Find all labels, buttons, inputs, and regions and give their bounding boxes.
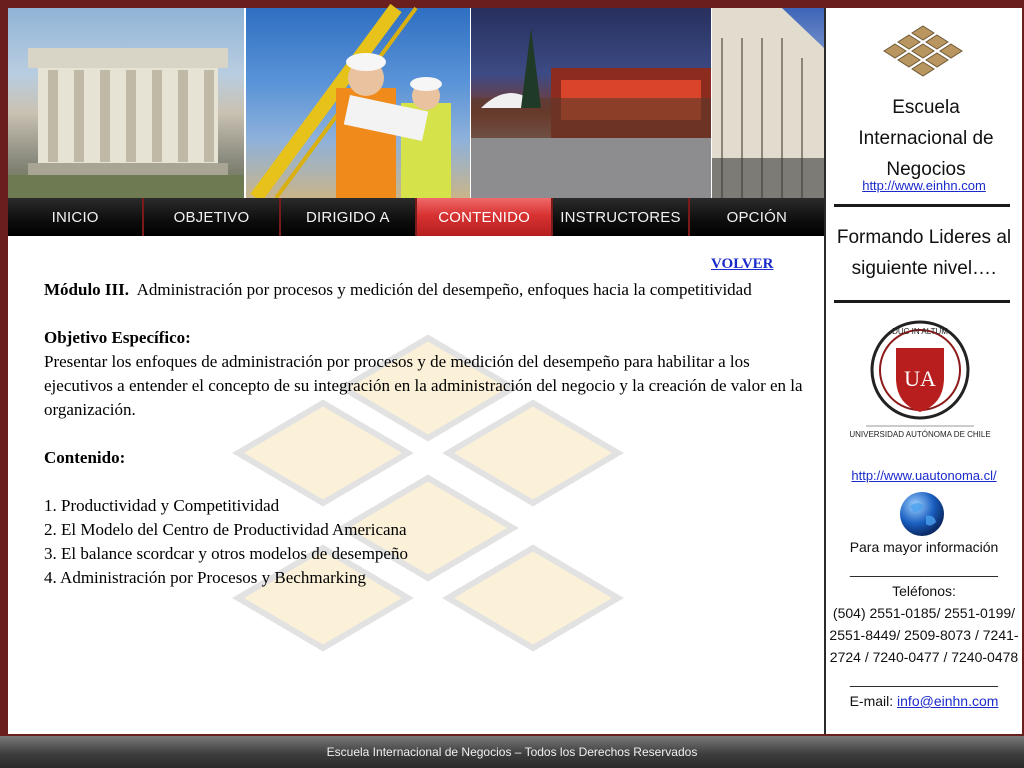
- contents-item: 3. El balance scordcar y otros modelos de desempeño: [44, 544, 408, 563]
- nav-item-opcion[interactable]: OPCIÓN: [690, 198, 824, 236]
- svg-text:DUC IN ALTUM: DUC IN ALTUM: [892, 327, 948, 336]
- divider-line: ___________________: [850, 671, 998, 687]
- contents-heading: Contenido:: [44, 448, 126, 467]
- globe-icon: [898, 490, 946, 538]
- nav-item-inicio[interactable]: INICIO: [8, 198, 144, 236]
- nav-item-instructores[interactable]: INSTRUCTORES: [553, 198, 689, 236]
- contents-item: 4. Administración por Procesos y Bechmarking: [44, 568, 367, 587]
- phones-label: Teléfonos:: [892, 583, 956, 599]
- main-panel: [8, 8, 824, 734]
- main-navigation: [8, 198, 824, 236]
- school-website-link[interactable]: http://www.einhn.com: [862, 178, 986, 193]
- module-name: Administración por procesos y medición del desempeño, enfoques hacia la competitividad: [136, 280, 752, 299]
- ua-website-link[interactable]: http://www.uautonoma.cl/: [851, 468, 997, 483]
- school-logo-icon: [880, 24, 966, 82]
- tagline: Formando Lideres al siguiente nivel….: [836, 227, 1012, 279]
- email-label: E-mail:: [849, 693, 894, 709]
- header-photo-modern-building: [712, 8, 824, 198]
- nav-item-contenido[interactable]: CONTENIDO: [417, 198, 553, 236]
- sidebar: [824, 8, 1022, 734]
- school-name: Escuela Internacional de Negocios: [858, 97, 994, 180]
- header-photo-university-building: [8, 8, 244, 198]
- objective-heading: Objetivo Específico:: [44, 328, 191, 347]
- phone-numbers: (504) 2551-0185/ 2551-0199/ 2551-8449/ 2509-8073 / 7241-2724 / 7240-0477 / 7240-0478: [829, 605, 1019, 665]
- header-photo-engineers: [246, 8, 470, 198]
- contact-info: [826, 536, 1022, 712]
- svg-text:UA: UA: [904, 366, 936, 391]
- module-content: [44, 248, 804, 590]
- info-label: Para mayor información: [849, 539, 999, 555]
- divider-line: ___________________: [850, 561, 998, 577]
- email-link[interactable]: info@einhn.com: [897, 693, 999, 709]
- nav-item-objetivo[interactable]: OBJETIVO: [144, 198, 280, 236]
- objective-text: Presentar los enfoques de administración por procesos y de medición del desempeño para habilitar a los ejecutivos a entender el concepto de su integración en la administración del negocio y la creación de valor en la organización.: [44, 352, 803, 419]
- footer-text: Escuela Internacional de Negocios – Todos los Derechos Reservados: [326, 745, 698, 759]
- nav-item-dirigido-a[interactable]: DIRIGIDO A: [281, 198, 417, 236]
- email-row: [826, 690, 1022, 712]
- contents-item: 2. El Modelo del Centro de Productividad Americana: [44, 520, 407, 539]
- svg-text:UNIVERSIDAD AUTÓNOMA DE CHILE: UNIVERSIDAD AUTÓNOMA DE CHILE: [849, 430, 991, 439]
- ua-university-seal: [849, 320, 991, 452]
- footer: [0, 736, 1024, 768]
- module-label: Módulo III.: [44, 280, 130, 299]
- divider: [834, 204, 1010, 207]
- header-photo-campus-plaza: [471, 8, 711, 198]
- contents-item: 1. Productividad y Competitividad: [44, 496, 280, 515]
- volver-link[interactable]: VOLVER: [711, 256, 774, 272]
- module-title: [44, 278, 804, 302]
- divider: [834, 300, 1010, 303]
